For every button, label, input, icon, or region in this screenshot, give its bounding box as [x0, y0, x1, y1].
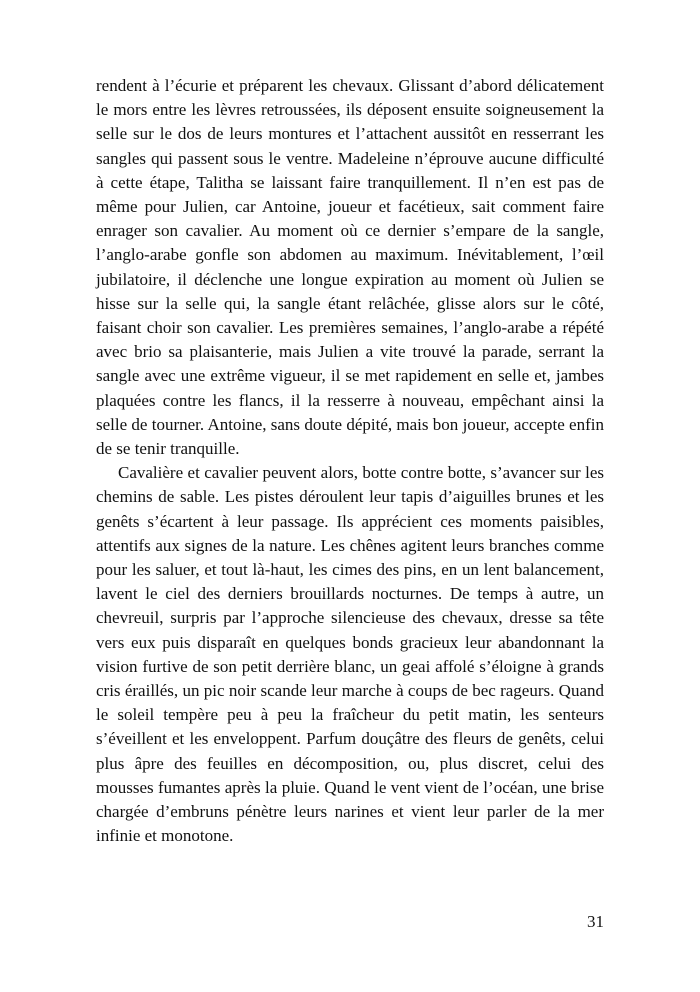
paragraph-continuation: rendent à l’écurie et préparent les chevaux. Glissant d’abord délicatement le mors entre les lèvres retroussées, ils déposent ensuite soigneusement la selle sur le dos de leurs montures et l’attachent aussitôt en resserrant les sangles qui passent sous le ventre. Madeleine n’éprouve aucune difficulté à cette étape, Talitha se laissant faire tranquillement. Il n’en est pas de même pour Julien, car Antoine, joueur et facétieux, sait comment faire enrager son cavalier. Au moment où ce dernier s’empare de la sangle, l’anglo-arabe gonfle son abdomen au maximum. Inévitablement, l’œil jubilatoire, il déclenche une longue expiration au moment où Julien se hisse sur la selle qui, la sangle étant relâchée, glisse alors sur le côté, faisant choir son cavalier. Les premières semaines, l’anglo-arabe a répété avec brio sa plaisanterie, mais Julien a vite trouvé la parade, serrant la sangle avec une extrême vigueur, il se met rapidement en selle et, jambes plaquées contre les flancs, il la resserre à nouveau, empêchant ainsi la selle de tourner. Antoine, sans doute dépité, mais bon joueur, accepte enfin de se tenir tranquille. — [96, 76, 604, 459]
paragraph-ride: Cavalière et cavalier peuvent alors, botte contre botte, s’avancer sur les chemins de sable. Les pistes déroulent leur tapis d’aiguilles brunes et les genêts s’écartent à leur passage. Ils apprécient ces moments paisibles, attentifs aux signes de la nature. Les chênes agitent leurs branches comme pour les saluer, et tout là-haut, les cimes des pins, en un lent balancement, lavent le ciel des derniers brouillards nocturnes. De temps à autre, un chevreuil, surpris par l’approche silencieuse des chevaux, dresse sa tête vers eux puis disparaît en quelques bonds gracieux leur abandonnant la vision furtive de son petit derrière blanc, un geai affolé s’éloigne à grands cris éraillés, un pic noir scande leur marche à coups de bec rageurs. Quand le soleil tempère peu à peu la fraîcheur du petit matin, les senteurs s’éveillent et les enveloppent. Parfum douçâtre des fleurs de genêts, celui plus âpre des feuilles en décomposition, ou, plus discret, celui des mousses fumantes après la pluie. Quand le vent vient de l’océan, une brise chargée d’embruns pénètre leurs narines et vient leur parler de la mer infinie et monotone. — [96, 463, 604, 846]
page-body — [96, 74, 604, 849]
page-number: 31 — [587, 912, 604, 931]
